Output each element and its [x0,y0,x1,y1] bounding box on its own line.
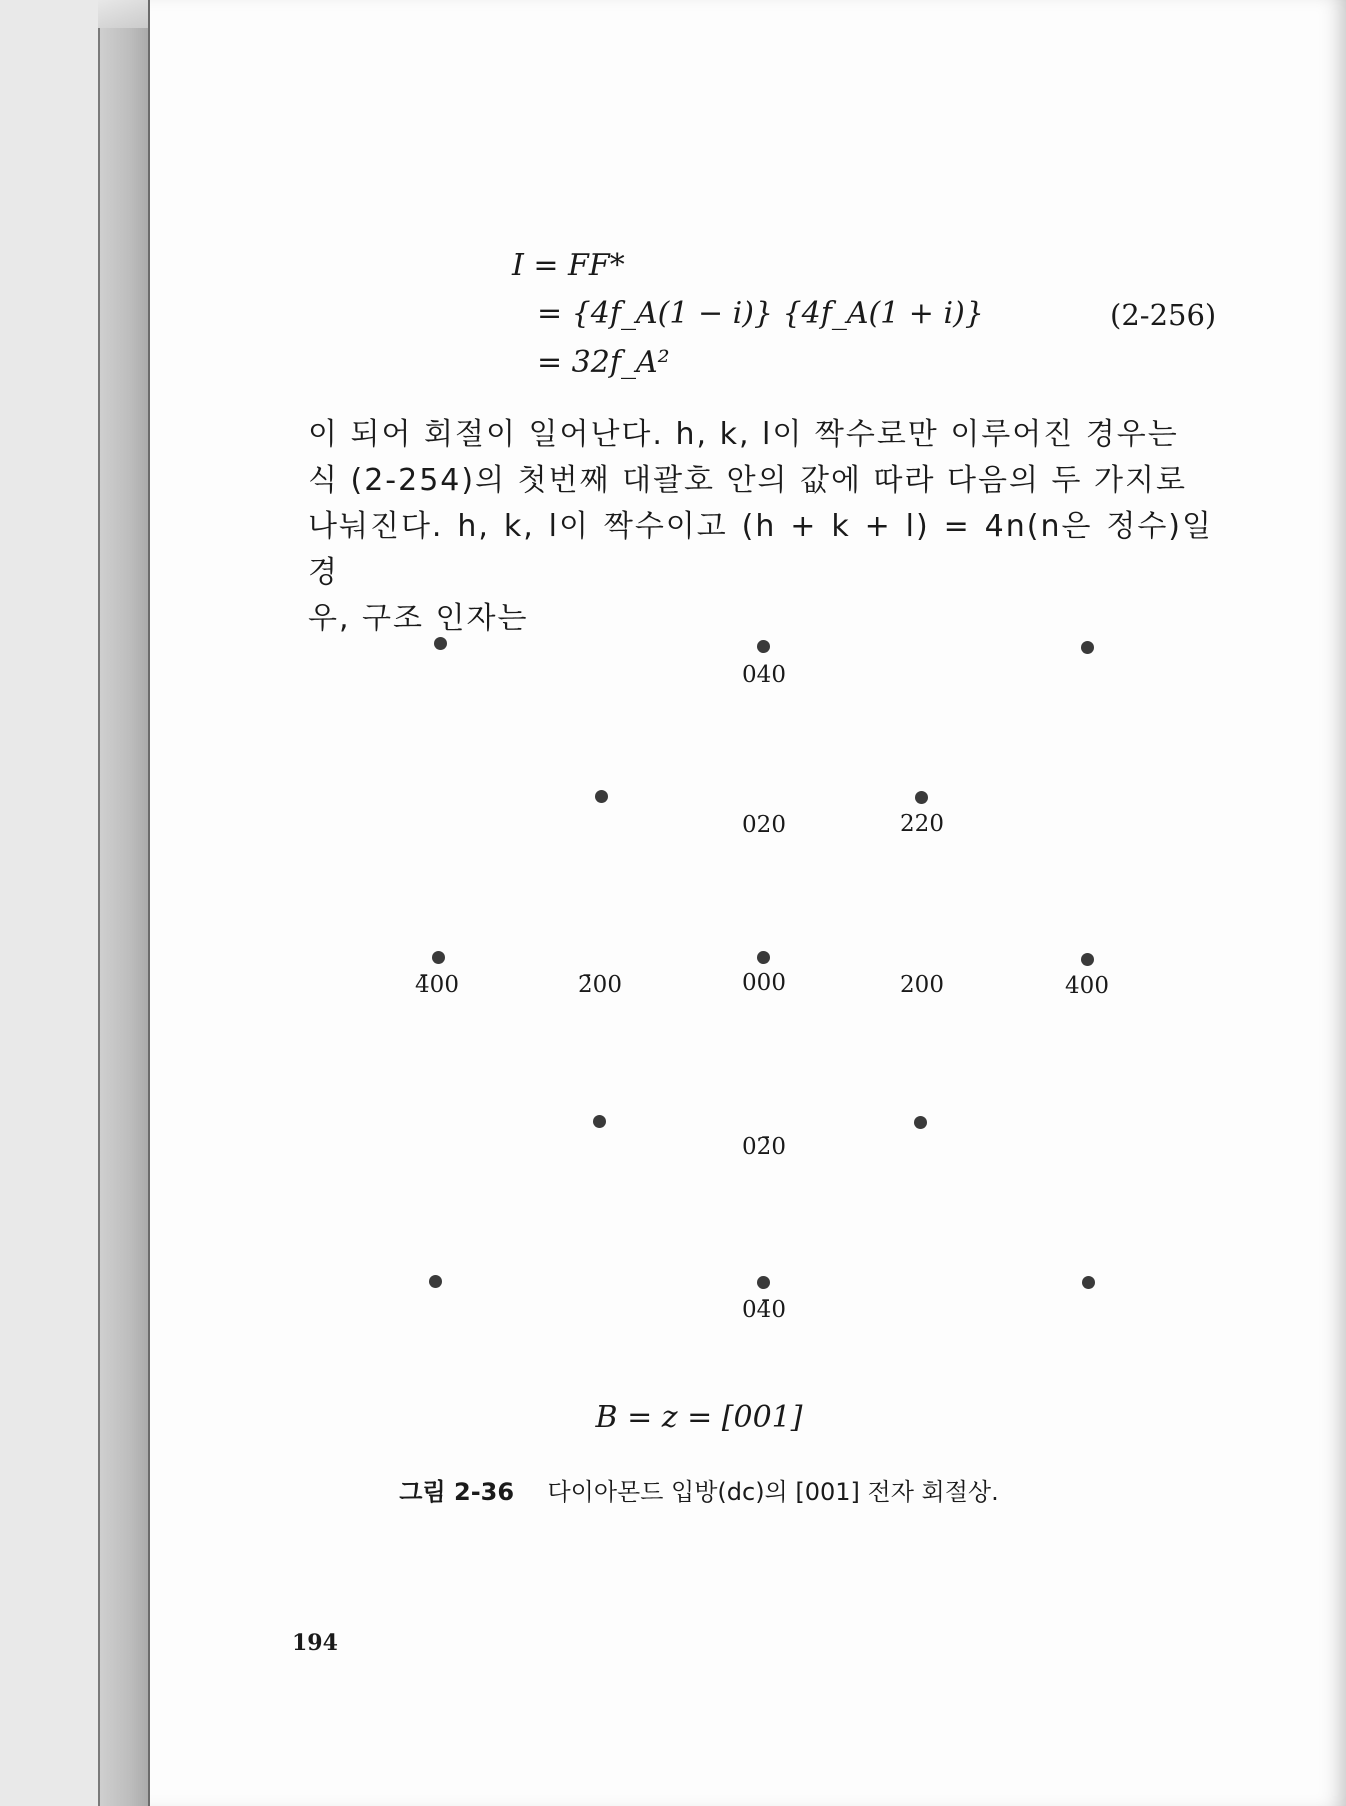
spot-label: 020 [742,812,786,838]
zone-axis-label: B = z = [001] [595,1400,803,1435]
page-number: 194 [292,1630,338,1656]
diffraction-spot [593,1115,606,1128]
diffraction-spot [915,791,928,804]
diffraction-spot [1081,641,1094,654]
spot-label: 400 [1065,973,1109,999]
diffraction-spot [432,951,445,964]
spot-label: 2̄00 [578,972,622,998]
paragraph-line: 이 되어 회절이 일어난다. h, k, l이 짝수로만 이루어진 경우는 [308,417,1179,452]
spot-label: 02̄0 [742,1134,786,1160]
diffraction-spot [757,1276,770,1289]
diffraction-spot [595,790,608,803]
spot-label: 000 [742,970,786,996]
diffraction-spot [757,640,770,653]
equation-line-3: = 32f_A² [537,345,670,380]
caption-text: 다이아몬드 입방(dc)의 [001] 전자 회절상. [547,1478,999,1506]
equation-number: (2-256) [1110,298,1217,332]
spot-label: 4̄00 [415,972,459,998]
diffraction-spot [429,1275,442,1288]
equation-line-1: I = FF* [512,248,625,283]
paragraph-line: 나눠진다. h, k, l이 짝수이고 (h + k + l) = 4n(n은 정수)일 경 [308,509,1213,590]
figure-caption [0,1472,1346,1507]
spot-label: 040 [742,662,786,688]
paragraph-line: 식 (2-254)의 첫번째 대괄호 안의 값에 따라 다음의 두 가지로 [308,463,1187,498]
caption-label: 그림 2-36 [399,1478,515,1506]
spot-label: 200 [900,972,944,998]
paragraph-line: 우, 구조 인자는 [308,601,529,636]
diffraction-spot [1081,953,1094,966]
spot-label: 220 [900,811,944,837]
diffraction-spot [1082,1276,1095,1289]
spot-label: 04̄0 [742,1297,786,1323]
diffraction-spot [914,1116,927,1129]
diffraction-spot [434,637,447,650]
equation-line-2: = {4f_A(1 − i)} {4f_A(1 + i)} [537,296,984,331]
diffraction-spot [757,951,770,964]
